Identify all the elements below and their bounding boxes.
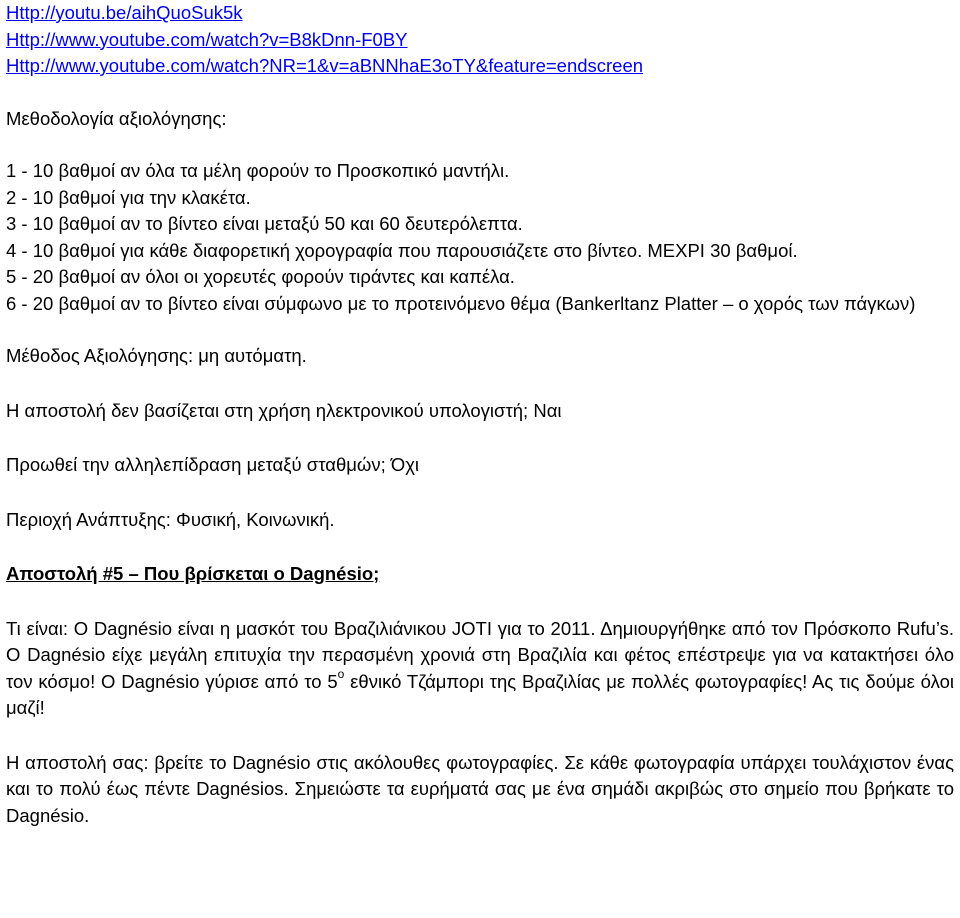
video-link-1[interactable]: Http://youtu.be/aihQuoSuk5k (6, 2, 243, 23)
criteria-list (6, 158, 954, 317)
what-is-paragraph (6, 616, 954, 722)
interaction-question: Προωθεί την αλληλεπίδραση μεταξύ σταθμών; Όχι (6, 454, 420, 475)
evaluation-method: Μέθοδος Αξιολόγησης: μη αυτόματη. (6, 345, 307, 366)
development-area: Περιοχή Ανάπτυξης: Φυσική, Κοινωνική. (6, 508, 335, 530)
video-link-3[interactable]: Http://www.youtube.com/watch?NR=1&v=aBNNhaE3oTY&feature=endscreen (6, 55, 644, 76)
computer-question: Η αποστολή δεν βασίζεται στη χρήση ηλεκτρονικού υπολογιστή; Ναι (6, 399, 562, 421)
video-links (6, 0, 954, 80)
what-is-text-end: εθνικό Τζάμπορι της Βραζιλίας με πολλές φωτογραφίες! Ας τις δούμε όλοι μαζί! (6, 670, 954, 718)
ordinal-superscript: ο (337, 667, 345, 682)
mission-heading: Αποστολή #5 – Που βρίσκεται ο Dagnésio; (6, 563, 380, 584)
criterion-2: 2 - 10 βαθμοί για την κλακέτα. (6, 186, 251, 208)
criterion-3: 3 - 10 βαθμοί αν το βίντεο είναι μεταξύ 50 και 60 δευτερόλεπτα. (6, 213, 523, 234)
mission-paragraph: Η αποστολή σας: βρείτε το Dagnésio στις ακόλουθες φωτογραφίες. Σε κάθε φωτογραφία υπάρχει τουλάχιστον ένας και το πολύ έως πέντε Dagnésios. Σημειώστε τα ευρήματά σας με ένα σημάδι ακριβώς στο σημείο που βρήκατε το Dagnésio. (6, 751, 954, 826)
video-link-2[interactable]: Http://www.youtube.com/watch?v=B8kDnn-F0BY (6, 28, 408, 50)
what-is-text: Τι είναι: O Dagnésio είναι η μασκότ του Βραζιλιάνικου JOTI για το 2011. Δημιουργήθηκε από τον Πρόσκοπο Rufu’s. O Dagnésio είχε μεγάλη επιτυχία την περασμένη χρονιά στη Βραζιλία και φέτος επέστρεψε για να κατακτήσει όλο τον κόσμο! O Dagnésio γύρισε από το 5 (6, 617, 954, 692)
criterion-4: 4 - 10 βαθμοί για κάθε διαφορετική χορογραφία που παρουσιάζετε στο βίντεο. ΜΕΧΡΙ 30 βαθμοί. (6, 239, 798, 261)
criterion-6: 6 - 20 βαθμοί αν το βίντεο είναι σύμφωνο με το προτεινόμενο θέμα (Bankerltanz Platter – ο χορός των πάγκων) (6, 292, 916, 314)
criterion-1: 1 - 10 βαθμοί αν όλα τα μέλη φορούν το Προσκοπικό μαντήλι. (6, 160, 510, 181)
methodology-title: Μεθοδολογία αξιολόγησης: (6, 107, 227, 129)
criterion-5: 5 - 20 βαθμοί αν όλοι οι χορευτές φορούν τιράντες και καπέλα. (6, 266, 515, 287)
